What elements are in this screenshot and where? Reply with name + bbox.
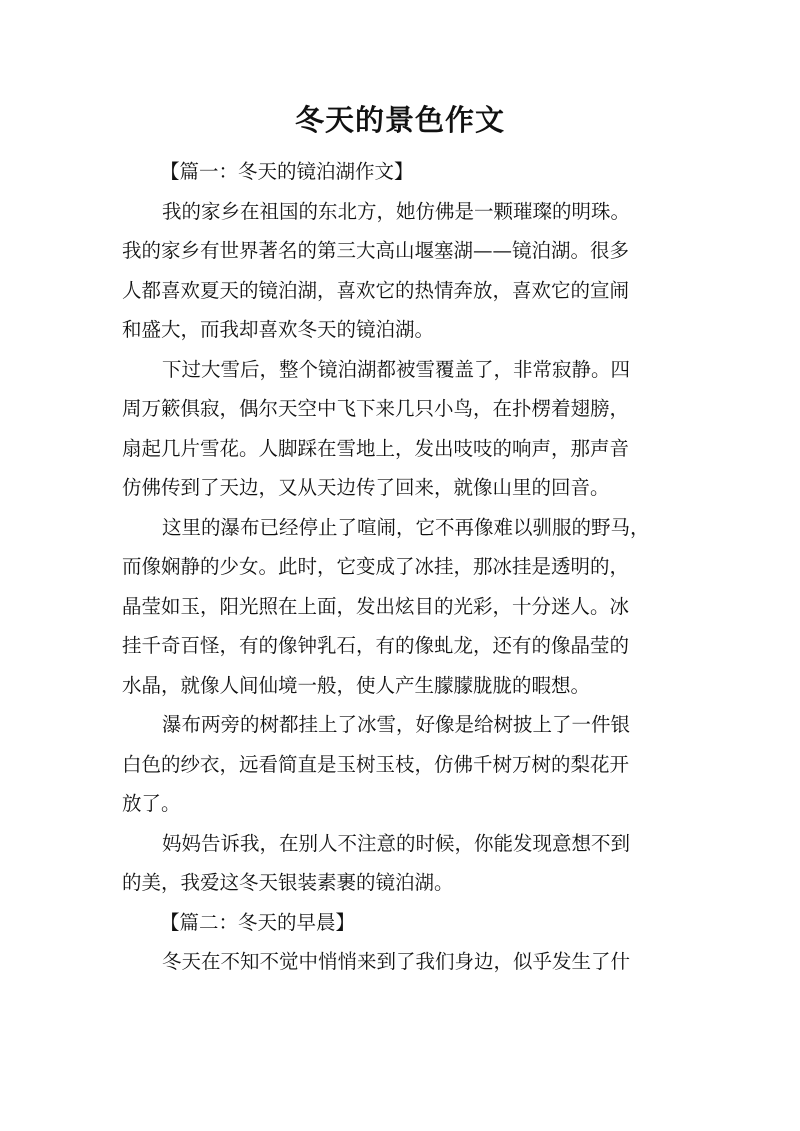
paragraph-5: 妈妈告诉我，在别人不注意的时候，你能发现意想不到 的美，我爱这冬天银装素裹的镜泊湖。 <box>122 831 631 894</box>
paragraph-1: 我的家乡在祖国的东北方，她仿佛是一颗璀璨的明珠。 我的家乡有世界著名的第三大高山堰塞湖——镜泊湖。很多 人都喜欢夏天的镜泊湖，喜欢它的热情奔放，喜欢它的宣闹 和盛大，而我却喜欢冬天的镜泊湖。 <box>122 199 631 341</box>
section-heading-1: 【篇一：冬天的镜泊湖作文】 <box>160 160 414 183</box>
paragraph-2: 下过大雪后，整个镜泊湖都被雪覆盖了，非常寂静。四 周万簌俱寂，偶尔天空中飞下来几只小鸟，在扑楞着翅膀， 扇起几片雪花。人脚踩在雪地上，发出吱吱的响声，那声音 仿佛传到了天边，又从天边传了回来，就像山里的回音。 <box>122 357 631 499</box>
section-heading-2: 【篇二：冬天的早晨】 <box>160 910 356 934</box>
document-body <box>122 152 682 982</box>
document-title: 冬天的景色作文 <box>294 103 505 137</box>
paragraph-4: 瀑布两旁的树都挂上了冰雪，好像是给树披上了一件银 白色的纱衣，远看简直是玉树玉枝，仿佛千树万树的梨花开 放了。 <box>122 713 631 815</box>
paragraph-6: 冬天在不知不觉中悄悄来到了我们身边，似乎发生了什 <box>162 950 631 973</box>
paragraph-3: 这里的瀑布已经停止了喧闹，它不再像难以驯服的野马， 而像娴静的少女。此时，它变成了冰挂，那冰挂是透明的， 晶莹如玉，阳光照在上面，发出炫目的光彩，十分迷人。冰 挂千奇百怪，有的像钟乳石，有的像虬龙，还有的像晶莹的 水晶，就像人间仙境一般，使人产生朦朦胧胧的暇想。 <box>122 515 650 697</box>
